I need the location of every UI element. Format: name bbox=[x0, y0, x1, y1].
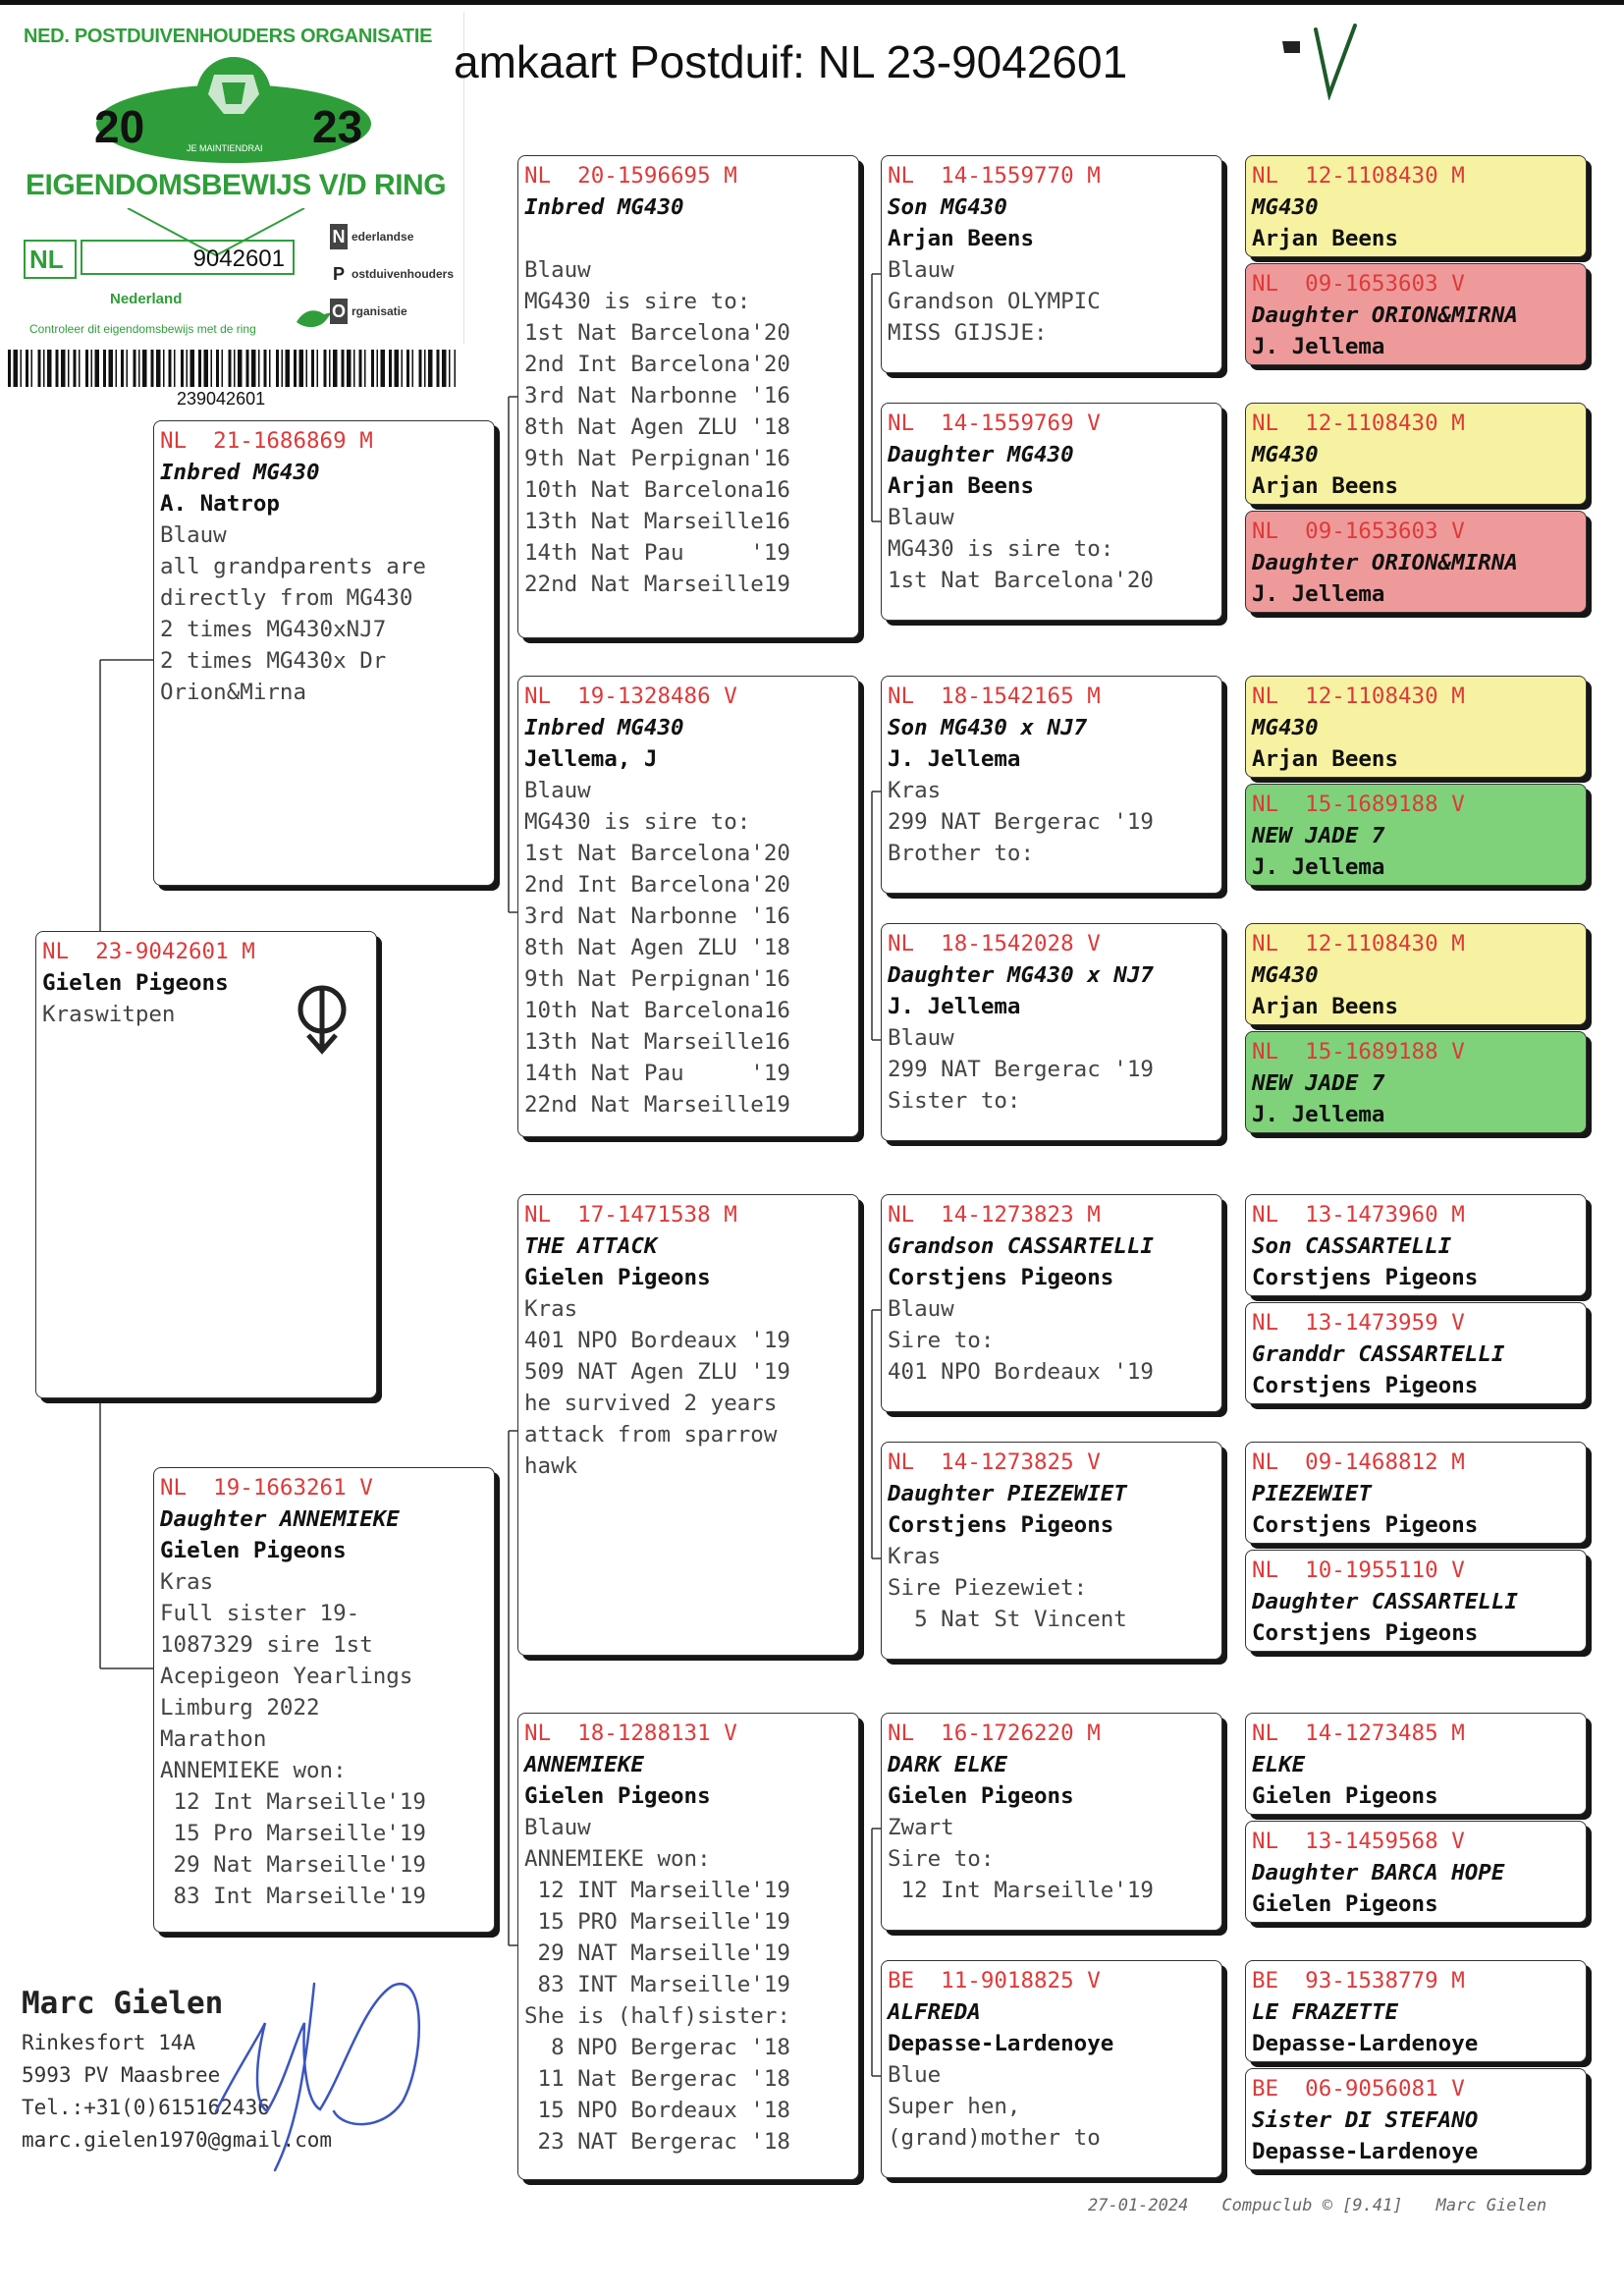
pigeon-color: Blauw bbox=[160, 522, 227, 548]
pigeon-card-g4-6[interactable] bbox=[1245, 784, 1587, 886]
pigeon-card-gs1[interactable] bbox=[517, 155, 859, 638]
breeder-name: Gielen Pigeons bbox=[888, 1783, 1074, 1809]
breeder-name: Arjan Beens bbox=[1252, 473, 1399, 499]
pigeon-name: Son MG430 x NJ7 bbox=[888, 715, 1088, 740]
pigeon-notes: Sire to: 12 Int Marseille'19 bbox=[888, 1846, 1154, 1903]
breeder-name: Corstjens Pigeons bbox=[888, 1265, 1114, 1290]
ring-number: NL 23-9042601 M bbox=[42, 939, 255, 964]
pigeon-card-g4-8[interactable] bbox=[1245, 1031, 1587, 1133]
pigeon-name: Daughter ORION&MIRNA bbox=[1252, 302, 1518, 328]
breeder-name: Corstjens Pigeons bbox=[888, 1512, 1114, 1538]
ring-number: NL 12-1108430 M bbox=[1252, 163, 1465, 189]
pigeon-name: Son MG430 bbox=[888, 194, 1007, 220]
pigeon-card-g4-9[interactable] bbox=[1245, 1194, 1587, 1296]
ring-number: NL 16-1726220 M bbox=[888, 1721, 1101, 1746]
ring-number: NL 17-1471538 M bbox=[524, 1202, 737, 1228]
ring-number: NL 19-1663261 V bbox=[160, 1475, 373, 1501]
pigeon-card-g3-7[interactable] bbox=[881, 1713, 1222, 1931]
footer-author: Marc Gielen bbox=[1435, 2196, 1547, 2215]
pigeon-card-g3-5[interactable] bbox=[881, 1194, 1222, 1412]
pigeon-card-g4-2[interactable] bbox=[1245, 263, 1587, 365]
pigeon-color: Blauw bbox=[524, 1815, 591, 1840]
pigeon-card-g4-12[interactable] bbox=[1245, 1550, 1587, 1652]
pigeon-notes: Sire to: 401 NPO Bordeaux '19 bbox=[888, 1328, 1154, 1385]
pigeon-card-g4-7[interactable] bbox=[1245, 923, 1587, 1025]
pigeon-notes: all grandparents are directly from MG430 2 times MG430xNJ7 2 times MG430x Dr Orion&Mirna bbox=[160, 554, 426, 705]
pigeon-card-g4-5[interactable] bbox=[1245, 676, 1587, 778]
pigeon-name: LE FRAZETTE bbox=[1252, 1999, 1399, 2025]
breeder-name: J. Jellema bbox=[888, 746, 1021, 772]
pigeon-card-dam[interactable] bbox=[153, 1467, 495, 1933]
pigeon-color: Blauw bbox=[888, 257, 954, 283]
pigeon-name: ELKE bbox=[1252, 1752, 1306, 1777]
breeder-name: Depasse-Lardenoye bbox=[1252, 2139, 1479, 2164]
pigeon-card-g3-4[interactable] bbox=[881, 923, 1222, 1141]
pigeon-card-g4-1[interactable] bbox=[1245, 155, 1587, 257]
breeder-name: Corstjens Pigeons bbox=[1252, 1373, 1479, 1398]
pigeon-color: Zwart bbox=[888, 1815, 954, 1840]
ring-number: NL 13-1473959 V bbox=[1252, 1310, 1465, 1336]
pigeon-color: Blauw bbox=[888, 1296, 954, 1322]
signature-icon bbox=[196, 1964, 452, 2180]
pigeon-notes: MG430 is sire to: 1st Nat Barcelona'20 2nd Int Barcelona'20 3rd Nat Narbonne '16 8th Nat Agen ZLU '18 9th Nat Perpignan'16 10th Nat Barcelona16 13th Nat Marseille16 14th Nat Pau '19 22nd Nat Marseille19 bbox=[524, 809, 790, 1118]
pigeon-name: PIEZEWIET bbox=[1252, 1481, 1372, 1506]
barcode-number: 239042601 bbox=[177, 389, 266, 409]
ring-number: NL 12-1108430 M bbox=[1252, 931, 1465, 956]
pigeon-card-sire[interactable] bbox=[153, 420, 495, 886]
pigeon-card-gd1[interactable] bbox=[517, 676, 859, 1137]
pigeon-color: Kraswitpen bbox=[42, 1002, 176, 1027]
pigeon-color: Blauw bbox=[524, 778, 591, 803]
footer-info bbox=[1088, 2196, 1580, 2215]
pigeon-name: Daughter CASSARTELLI bbox=[1252, 1589, 1518, 1614]
owner-address: Rinkesfort 14A bbox=[22, 2031, 196, 2054]
ring-number: BE 11-9018825 V bbox=[888, 1968, 1101, 1994]
breeder-name: J. Jellema bbox=[1252, 1102, 1385, 1127]
breeder-name: Corstjens Pigeons bbox=[1252, 1620, 1479, 1646]
ring-number: BE 93-1538779 M bbox=[1252, 1968, 1465, 1994]
pigeon-card-g4-15[interactable] bbox=[1245, 1960, 1587, 2062]
country-code-box: NL bbox=[24, 240, 77, 279]
pigeon-name: NEW JADE 7 bbox=[1252, 823, 1385, 848]
pigeon-notes: Full sister 19- 1087329 sire 1st Acepigeon Yearlings Limburg 2022 Marathon ANNEMIEKE won: 12 Int Marseille'19 15 Pro Marseille'19 29 Nat Marseille'19 83 Int Marseille'19 bbox=[160, 1601, 426, 1909]
breeder-name: J. Jellema bbox=[1252, 581, 1385, 607]
pigeon-name: Sister DI STEFANO bbox=[1252, 2107, 1479, 2133]
pigeon-notes: 401 NPO Bordeaux '19 509 NAT Agen ZLU '19 he survived 2 years attack from sparrow hawk bbox=[524, 1328, 790, 1479]
pigeon-name: DARK ELKE bbox=[888, 1752, 1007, 1777]
pigeon-notes: 299 NAT Bergerac '19 Brother to: bbox=[888, 809, 1154, 866]
breeder-name: Arjan Beens bbox=[1252, 226, 1399, 251]
pigeon-name: Daughter ORION&MIRNA bbox=[1252, 550, 1518, 575]
ring-number-box: 9042601 bbox=[81, 240, 295, 275]
breeder-name: Corstjens Pigeons bbox=[1252, 1512, 1479, 1538]
ring-number: NL 09-1653603 V bbox=[1252, 271, 1465, 297]
pigeon-card-gd2[interactable] bbox=[517, 1713, 859, 2180]
breeder-name: Corstjens Pigeons bbox=[1252, 1265, 1479, 1290]
ring-number: NL 14-1559769 V bbox=[888, 410, 1101, 436]
pigeon-name: ANNEMIEKE bbox=[524, 1752, 644, 1777]
pigeon-name: Inbred MG430 bbox=[160, 460, 320, 485]
pigeon-color: Blauw bbox=[888, 1025, 954, 1051]
pigeon-name: MG430 bbox=[1252, 442, 1319, 467]
org-name: NED. POSTDUIVENHOUDERS ORGANISATIE bbox=[24, 26, 433, 47]
ring-number: NL 10-1955110 V bbox=[1252, 1557, 1465, 1583]
pigeon-name: Son CASSARTELLI bbox=[1252, 1233, 1452, 1259]
ring-number: NL 12-1108430 M bbox=[1252, 683, 1465, 709]
breeder-name: Gielen Pigeons bbox=[160, 1538, 347, 1563]
pigeon-card-g3-1[interactable] bbox=[881, 155, 1222, 373]
pigeon-notes: MG430 is sire to: 1st Nat Barcelona'20 bbox=[888, 536, 1154, 593]
pigeon-name: Inbred MG430 bbox=[524, 715, 684, 740]
breeder-name: J. Jellema bbox=[1252, 334, 1385, 359]
owner-email[interactable]: marc.gielen1970@gmail.com bbox=[22, 2128, 333, 2152]
footer-date: 27-01-2024 bbox=[1088, 2196, 1189, 2215]
pigeon-color: Kras bbox=[888, 778, 942, 803]
pigeon-name: ALFREDA bbox=[888, 1999, 981, 2025]
pigeon-card-g4-11[interactable] bbox=[1245, 1442, 1587, 1544]
pigeon-notes: MG430 is sire to: 1st Nat Barcelona'20 2nd Int Barcelona'20 3rd Nat Narbonne '16 8th Nat Agen ZLU '18 9th Nat Perpignan'16 10th Nat Barcelona16 13th Nat Marseille16 14th Nat Pau '19 22nd Nat Marseille19 bbox=[524, 289, 790, 597]
ring-number: NL 20-1596695 M bbox=[524, 163, 737, 189]
pigeon-notes: Sire Piezewiet: 5 Nat St Vincent bbox=[888, 1575, 1127, 1632]
breeder-name: Arjan Beens bbox=[888, 473, 1035, 499]
pigeon-card-g4-13[interactable] bbox=[1245, 1713, 1587, 1815]
pigeon-color: Kras bbox=[160, 1569, 214, 1595]
pigeon-name: MG430 bbox=[1252, 962, 1319, 988]
pigeon-name: Daughter MG430 x NJ7 bbox=[888, 962, 1154, 988]
breeder-name: J. Jellema bbox=[888, 994, 1021, 1019]
pigeon-card-g3-3[interactable] bbox=[881, 676, 1222, 894]
control-note: Controleer dit eigendomsbewijs met de ring bbox=[29, 322, 256, 336]
pigeon-name: MG430 bbox=[1252, 194, 1319, 220]
pigeon-notes: Super hen, (grand)mother to bbox=[888, 2094, 1101, 2151]
footer-software: Compuclub © [9.41] bbox=[1221, 2196, 1403, 2215]
pigeon-name: THE ATTACK bbox=[524, 1233, 658, 1259]
owner-city: 5993 PV Maasbree bbox=[22, 2063, 221, 2087]
pigeon-name: Daughter PIEZEWIET bbox=[888, 1481, 1127, 1506]
breeder-name: Gielen Pigeons bbox=[524, 1265, 711, 1290]
ring-number: NL 14-1273485 M bbox=[1252, 1721, 1465, 1746]
ring-number: NL 18-1288131 V bbox=[524, 1721, 737, 1746]
pigeon-color: Blauw bbox=[888, 505, 954, 530]
country-label: Nederland bbox=[110, 291, 183, 307]
pigeon-notes: Grandson OLYMPIC MISS GIJSJE: bbox=[888, 289, 1101, 346]
breeder-name bbox=[524, 223, 852, 254]
ring-number: NL 15-1689188 V bbox=[1252, 792, 1465, 817]
ring-number: NL 14-1273823 M bbox=[888, 1202, 1101, 1228]
pigeon-name: NEW JADE 7 bbox=[1252, 1070, 1385, 1096]
breeder-name: Arjan Beens bbox=[1252, 746, 1399, 772]
ring-number: NL 15-1689188 V bbox=[1252, 1039, 1465, 1065]
pigeon-name: Granddr CASSARTELLI bbox=[1252, 1341, 1505, 1367]
pigeon-notes: ANNEMIEKE won: 12 INT Marseille'19 15 PRO Marseille'19 29 NAT Marseille'19 83 INT Marseille'19 She is (half)sister: 8 NPO Bergerac '18 11 Nat Bergerac '18 15 NPO Bordeaux '18 23 NAT Bergerac '18 bbox=[524, 1846, 790, 2155]
pigeon-color: Kras bbox=[524, 1296, 578, 1322]
npo-wordmark: N ederlandse P ostduivenhouders O rganisatie bbox=[330, 218, 454, 330]
ring-number: NL 18-1542165 M bbox=[888, 683, 1101, 709]
breeder-name: Gielen Pigeons bbox=[524, 1783, 711, 1809]
owner-phone: Tel.:+31(0)615162436 bbox=[22, 2096, 270, 2119]
pigeon-name: Daughter MG430 bbox=[888, 442, 1074, 467]
pigeon-card-g4-16[interactable] bbox=[1245, 2068, 1587, 2170]
page-title: amkaart Postduif: NL 23-9042601 bbox=[454, 36, 1128, 87]
ring-number: NL 18-1542028 V bbox=[888, 931, 1101, 956]
pigeon-notes: 299 NAT Bergerac '19 Sister to: bbox=[888, 1057, 1154, 1114]
pigeon-card-g4-3[interactable] bbox=[1245, 403, 1587, 505]
ring-number: NL 13-1459568 V bbox=[1252, 1829, 1465, 1854]
ring-number: NL 13-1473960 M bbox=[1252, 1202, 1465, 1228]
breeder-name: Gielen Pigeons bbox=[1252, 1891, 1438, 1917]
pigeon-name: Daughter BARCA HOPE bbox=[1252, 1860, 1505, 1885]
pigeon-card-g4-10[interactable] bbox=[1245, 1302, 1587, 1404]
owner-name: Marc Gielen bbox=[22, 1986, 224, 2021]
pigeon-card-g3-8[interactable] bbox=[881, 1960, 1222, 2178]
ring-number: NL 14-1273825 V bbox=[888, 1449, 1101, 1475]
ring-number: BE 06-9056081 V bbox=[1252, 2076, 1465, 2102]
ring-number: NL 21-1686869 M bbox=[160, 428, 373, 454]
breeder-name: A. Natrop bbox=[160, 491, 280, 517]
certificate-title: EIGENDOMSBEWIJS V/D RING bbox=[26, 169, 447, 201]
pigeon-card-gs2[interactable] bbox=[517, 1194, 859, 1656]
ring-number: NL 19-1328486 V bbox=[524, 683, 737, 709]
breeder-name: Gielen Pigeons bbox=[42, 970, 229, 996]
pigeon-card-g4-14[interactable] bbox=[1245, 1821, 1587, 1923]
pigeon-name: Grandson CASSARTELLI bbox=[888, 1233, 1154, 1259]
ring-number: NL 09-1468812 M bbox=[1252, 1449, 1465, 1475]
breeder-name: Depasse-Lardenoye bbox=[888, 2031, 1114, 2056]
pigeon-color: Blue bbox=[888, 2062, 942, 2088]
ring-number: NL 12-1108430 M bbox=[1252, 410, 1465, 436]
pigeon-name: MG430 bbox=[1252, 715, 1319, 740]
pigeon-name: Inbred MG430 bbox=[524, 194, 684, 220]
male-symbol-icon bbox=[293, 980, 352, 1063]
breeder-name: Arjan Beens bbox=[1252, 994, 1399, 1019]
breeder-name: Jellema, J bbox=[524, 746, 658, 772]
motto-band: JE MAINTIENDRAI bbox=[183, 143, 267, 153]
pigeon-name: Daughter ANNEMIEKE bbox=[160, 1506, 400, 1532]
ring-number: NL 14-1559770 M bbox=[888, 163, 1101, 189]
breeder-name: Arjan Beens bbox=[888, 226, 1035, 251]
pigeon-color: Kras bbox=[888, 1544, 942, 1569]
breeder-name: J. Jellema bbox=[1252, 854, 1385, 880]
pigeon-color: Blauw bbox=[524, 257, 591, 283]
ring-number: NL 09-1653603 V bbox=[1252, 519, 1465, 544]
breeder-name: Gielen Pigeons bbox=[1252, 1783, 1438, 1809]
year-left: 20 bbox=[94, 101, 145, 152]
pigeon-card-g3-2[interactable] bbox=[881, 403, 1222, 621]
year-right: 23 bbox=[312, 101, 363, 152]
pigeon-card-g4-4[interactable] bbox=[1245, 511, 1587, 613]
breeder-name: Depasse-Lardenoye bbox=[1252, 2031, 1479, 2056]
pigeon-card-g3-6[interactable] bbox=[881, 1442, 1222, 1660]
